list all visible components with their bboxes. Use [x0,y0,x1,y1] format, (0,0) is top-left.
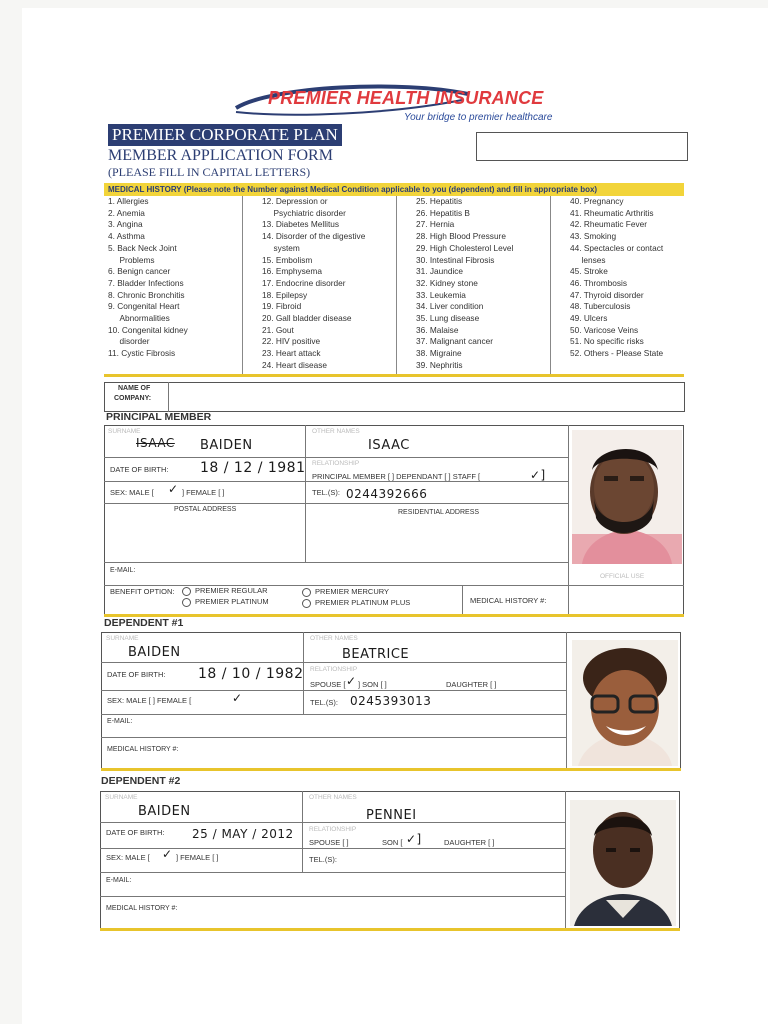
check-icon: ✓] [530,468,546,482]
condition-item: 4. Asthma [108,231,145,242]
radio-circle-icon[interactable] [182,587,191,596]
rel-son[interactable]: SON [ [382,838,403,847]
divider [305,425,306,562]
dob-label: DATE OF BIRTH: [107,670,166,679]
condition-item: 12. Depression or [262,196,328,206]
sex-label[interactable]: SEX: MALE [ [110,488,154,497]
divider [101,662,566,663]
residential-address-label: RESIDENTIAL ADDRESS [398,509,480,516]
principal-dob[interactable]: 18 / 12 / 1981 [200,460,306,476]
divider [100,872,565,873]
condition-item: Psychiatric disorder [262,207,346,218]
option-premier-platinum-plus[interactable]: PREMIER PLATINUM PLUS [302,598,410,608]
surname-label: SURNAME [106,635,139,642]
check-icon: ✓ [346,674,357,688]
sex-female[interactable]: ] FEMALE [ ] [176,853,219,862]
dependent1-dob[interactable]: 18 / 10 / 1982 [198,666,304,682]
dependent2-other-names[interactable]: PENNEI [366,808,417,823]
email-label: E-MAIL: [110,567,136,574]
condition-item: 17. Endocrine disorder [262,277,346,288]
struck-name: ISAAC [136,436,175,450]
photo-portrait-icon [572,640,678,766]
condition-item: 37. Malignant cancer [416,336,494,347]
condition-item: 50. Varicose Veins [570,324,639,335]
medical-history-label: MEDICAL HISTORY #: [106,905,178,912]
dependent1-tel[interactable]: 0245393013 [350,694,432,708]
condition-item: 45. Stroke [570,266,608,277]
divider [302,791,303,872]
check-icon: ✓ [162,847,173,861]
condition-item: system [262,242,300,253]
condition-item: 40. Pregnancy [570,196,624,206]
condition-item: 32. Kidney stone [416,277,478,288]
dob-label: DATE OF BIRTH: [106,828,165,837]
check-icon: ✓] [406,832,422,846]
divider [104,457,568,458]
brand-logo [232,84,572,128]
condition-item: 27. Hernia [416,219,455,230]
relationship-label: RELATIONSHIP [312,460,360,467]
sex-label[interactable]: SEX: MALE [ ] FEMALE [ [107,696,192,705]
surname-label: SURNAME [108,428,141,435]
condition-item: 25. Hepatitis [416,196,463,206]
benefit-option-label: BENEFIT OPTION: [110,587,175,596]
condition-item: 39. Nephritis [416,359,463,370]
fill-instruction: (PLEASE FILL IN CAPITAL LETTERS) [108,165,311,179]
condition-item: 24. Heart disease [262,359,328,370]
divider [101,714,566,715]
other-names-label: OTHER NAMES [309,794,357,801]
divider [100,822,565,823]
dependent1-surname[interactable]: BAIDEN [128,645,181,660]
condition-item: 16. Emphysema [262,266,322,277]
divider [104,562,568,563]
brand-tagline: Your bridge to premier healthcare [404,112,553,123]
column-divider [550,196,551,374]
radio-circle-icon[interactable] [302,588,311,597]
dependent2-section-title: DEPENDENT #2 [101,775,181,787]
condition-item: 31. Jaundice [416,266,464,277]
condition-item: 28. High Blood Pressure [416,231,506,242]
condition-item: 23. Heart attack [262,348,321,359]
condition-item: 14. Disorder of the digestive [262,231,366,242]
medical-history-heading: MEDICAL HISTORY (Please note the Number against Medical Condition applicable to you (dependent) and fill in appropriate box) [104,183,684,196]
condition-item: 48. Tuberculosis [570,301,631,312]
condition-item: 2. Anemia [108,207,145,218]
condition-item: 3. Angina [108,219,143,230]
condition-item: 51. No specific risks [570,336,644,347]
divider [104,374,684,377]
conditions-column-1 [108,196,188,360]
condition-item: 9. Congenital Heart [108,301,180,312]
check-icon: ✓ [168,482,179,496]
condition-item: 44. Spectacles or contact [570,242,664,253]
option-premier-regular[interactable]: PREMIER REGULAR [182,586,268,596]
divider [100,928,680,931]
principal-tel[interactable]: 0244392666 [346,487,428,501]
radio-circle-icon[interactable] [302,599,311,608]
photo-portrait-icon [572,430,682,564]
principal-section-title: PRINCIPAL MEMBER [106,411,212,423]
dependent2-dob[interactable]: 25 / MAY / 2012 [192,827,294,841]
condition-item: 29. High Cholesterol Level [416,242,514,253]
condition-item: 7. Bladder Infections [108,277,184,288]
divider [462,585,463,615]
condition-item: 8. Chronic Bronchitis [108,289,185,300]
dependent1-other-names[interactable]: BEATRICE [342,647,410,662]
condition-item: 15. Embolism [262,254,313,265]
condition-item: 36. Malaise [416,324,459,335]
relationship-options[interactable]: PRINCIPAL MEMBER [ ] DEPENDANT [ ] STAFF [ [312,472,481,481]
relationship-label: RELATIONSHIP [310,666,358,673]
condition-item: 34. Liver condition [416,301,484,312]
dependent2-surname[interactable]: BAIDEN [138,804,191,819]
other-names-label: OTHER NAMES [310,635,358,642]
medical-history-label: MEDICAL HISTORY #: [470,596,547,605]
condition-item: 47. Thyroid disorder [570,289,644,300]
postal-address-label: POSTAL ADDRESS [174,506,237,513]
rel-daughter[interactable]: DAUGHTER [ ] [444,838,495,847]
photo-portrait-icon [570,800,676,926]
principal-surname[interactable]: BAIDEN [200,438,253,453]
form-title: MEMBER APPLICATION FORM [108,147,333,164]
conditions-column-2 [262,196,365,372]
company-field[interactable] [104,382,685,412]
option-premier-platinum[interactable]: PREMIER PLATINUM [182,597,269,607]
condition-item: 41. Rheumatic Arthritis [570,207,654,218]
divider [101,768,681,771]
condition-item: 21. Gout [262,324,294,335]
divider [101,737,566,738]
column-divider [396,196,397,374]
condition-item: 30. Intestinal Fibrosis [416,254,495,265]
rel-son[interactable]: ] SON [ ] [358,680,387,689]
condition-item: 26. Hepatitis B [416,207,470,218]
sex-female[interactable]: ] FEMALE [ ] [182,488,225,497]
dob-label: DATE OF BIRTH: [110,465,169,474]
dependent1-section-title: DEPENDENT #1 [104,617,184,629]
email-label: E-MAIL: [106,877,132,884]
condition-item: 38. Migraine [416,348,462,359]
tel-label: TEL.(S): [309,855,337,864]
official-use-label: OFFICIAL USE [600,573,645,580]
principal-other-names[interactable]: ISAAC [368,438,410,453]
divider [168,382,169,412]
condition-item: 1. Allergies [108,196,149,206]
condition-item: 35. Lung disease [416,313,480,324]
tel-label: TEL.(S): [312,488,340,497]
divider [101,690,566,691]
surname-label: SURNAME [105,794,138,801]
condition-item: 43. Smoking [570,231,617,242]
condition-item: 20. Gall bladder disease [262,313,352,324]
rel-spouse[interactable]: SPOUSE [ [310,680,346,689]
column-divider [242,196,243,374]
radio-circle-icon[interactable] [182,598,191,607]
condition-item: 11. Cystic Fibrosis [108,348,176,359]
divider [565,791,566,929]
divider [104,503,568,504]
relationship-label: RELATIONSHIP [309,826,357,833]
plan-title: PREMIER CORPORATE PLAN [108,124,342,146]
company-label-line1: NAME OF [118,385,151,392]
divider [566,632,567,770]
option-premier-mercury[interactable]: PREMIER MERCURY [302,587,389,597]
brand-name: PREMIER HEALTH INSURANCE [268,88,544,108]
check-icon: ✓ [232,691,243,705]
condition-item: 22. HIV positive [262,336,321,347]
conditions-column-3 [416,196,513,372]
condition-item: 13. Diabetes Mellitus [262,219,340,230]
condition-item: 33. Leukemia [416,289,466,300]
rel-spouse[interactable]: SPOUSE [ ] [309,838,349,847]
medical-history-label: MEDICAL HISTORY #: [107,746,179,753]
condition-item: 52. Others - Please State [570,348,664,359]
condition-item: 42. Rheumatic Fever [570,219,648,230]
other-names-label: OTHER NAMES [312,428,360,435]
condition-item: 18. Epilepsy [262,289,308,300]
condition-item: 5. Back Neck Joint [108,242,177,253]
email-label: E-MAIL: [107,718,133,725]
tel-label: TEL.(S): [310,698,338,707]
company-label-line2: COMPANY: [114,395,152,402]
condition-item: 46. Thrombosis [570,277,628,288]
divider [104,614,684,617]
condition-item: Problems [108,254,155,265]
condition-item: 19. Fibroid [262,301,302,312]
condition-item: disorder [108,336,150,347]
sex-label[interactable]: SEX: MALE [ [106,853,150,862]
reference-box[interactable] [476,132,688,161]
divider [100,896,565,897]
rel-daughter[interactable]: DAUGHTER [ ] [446,680,497,689]
condition-item: 6. Benign cancer [108,266,171,277]
conditions-column-4 [570,196,663,360]
condition-item: lenses [570,254,606,265]
condition-item: 10. Congenital kidney [108,324,188,335]
condition-item: Abnormalities [108,313,170,324]
divider [568,425,569,615]
condition-item: 49. Ulcers [570,313,608,324]
